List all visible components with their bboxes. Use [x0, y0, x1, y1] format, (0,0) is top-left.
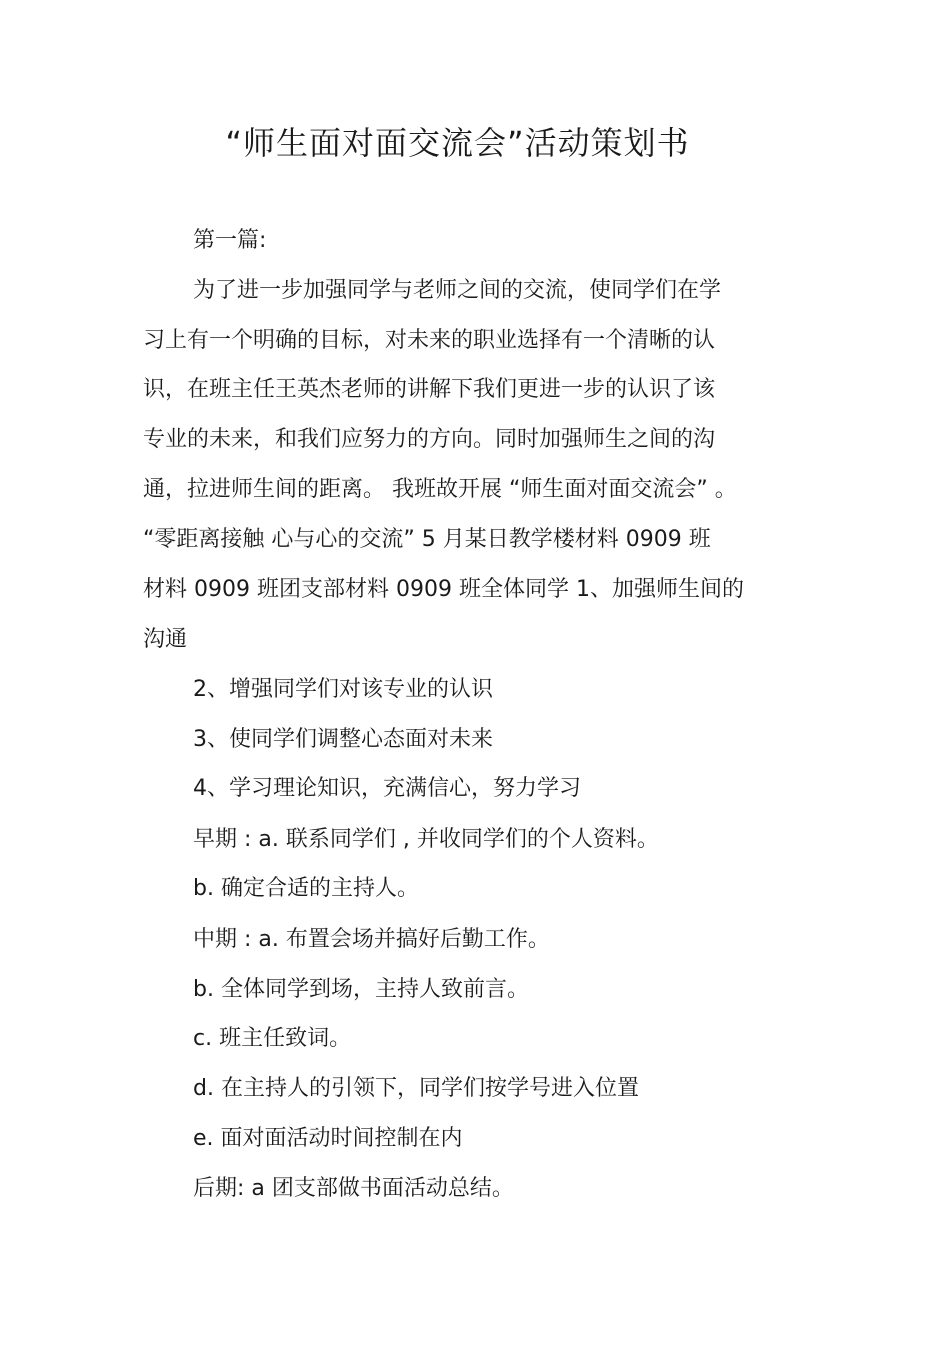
schedule-item: c. 班主任致词。	[193, 1026, 352, 1051]
paragraph-line: 习上有一个明确的目标，对未来的职业选择有一个清晰的认	[143, 328, 716, 353]
paragraph-line: 识，在班主任王英杰老师的讲解下我们更进一步的认识了该	[143, 377, 716, 402]
paragraph-line: 为了进一步加强同学与老师之间的交流，使同学们在学	[193, 278, 722, 303]
paragraph-line: 通，拉进师生间的距离。 我班故开展 “师生面对面交流会” 。	[143, 477, 737, 502]
schedule-item: 早期 : a. 联系同学们 , 并收同学们的个人资料。	[193, 827, 659, 852]
paragraph-line: 专业的未来，和我们应努力的方向。同时加强师生之间的沟	[143, 427, 716, 452]
paragraph-line: 材料 0909 班团支部材料 0909 班全体同学 1、加强师生间的	[143, 577, 744, 602]
schedule-item: 中期 : a. 布置会场并搞好后勤工作。	[193, 927, 550, 952]
schedule-item: b. 确定合适的主持人。	[193, 876, 419, 901]
paragraph-line: “零距离接触 心与心的交流” 5 月某日教学楼材料 0909 班	[143, 527, 711, 552]
schedule-item: 后期: a 团支部做书面活动总结。	[193, 1176, 514, 1201]
schedule-item: d. 在主持人的引领下，同学们按学号进入位置	[193, 1076, 639, 1101]
goal-item: 3、使同学们调整心态面对未来	[193, 727, 493, 752]
document-title: “师生面对面交流会”活动策划书	[225, 124, 690, 162]
paragraph-line: 沟通	[143, 627, 188, 652]
goal-item: 2、增强同学们对该专业的认识	[193, 677, 493, 702]
schedule-item: e. 面对面活动时间控制在内	[193, 1126, 463, 1151]
goal-item: 4、学习理论知识，充满信心，努力学习	[193, 776, 581, 801]
schedule-item: b. 全体同学到场，主持人致前言。	[193, 977, 529, 1002]
section-heading: 第一篇:	[193, 228, 267, 253]
